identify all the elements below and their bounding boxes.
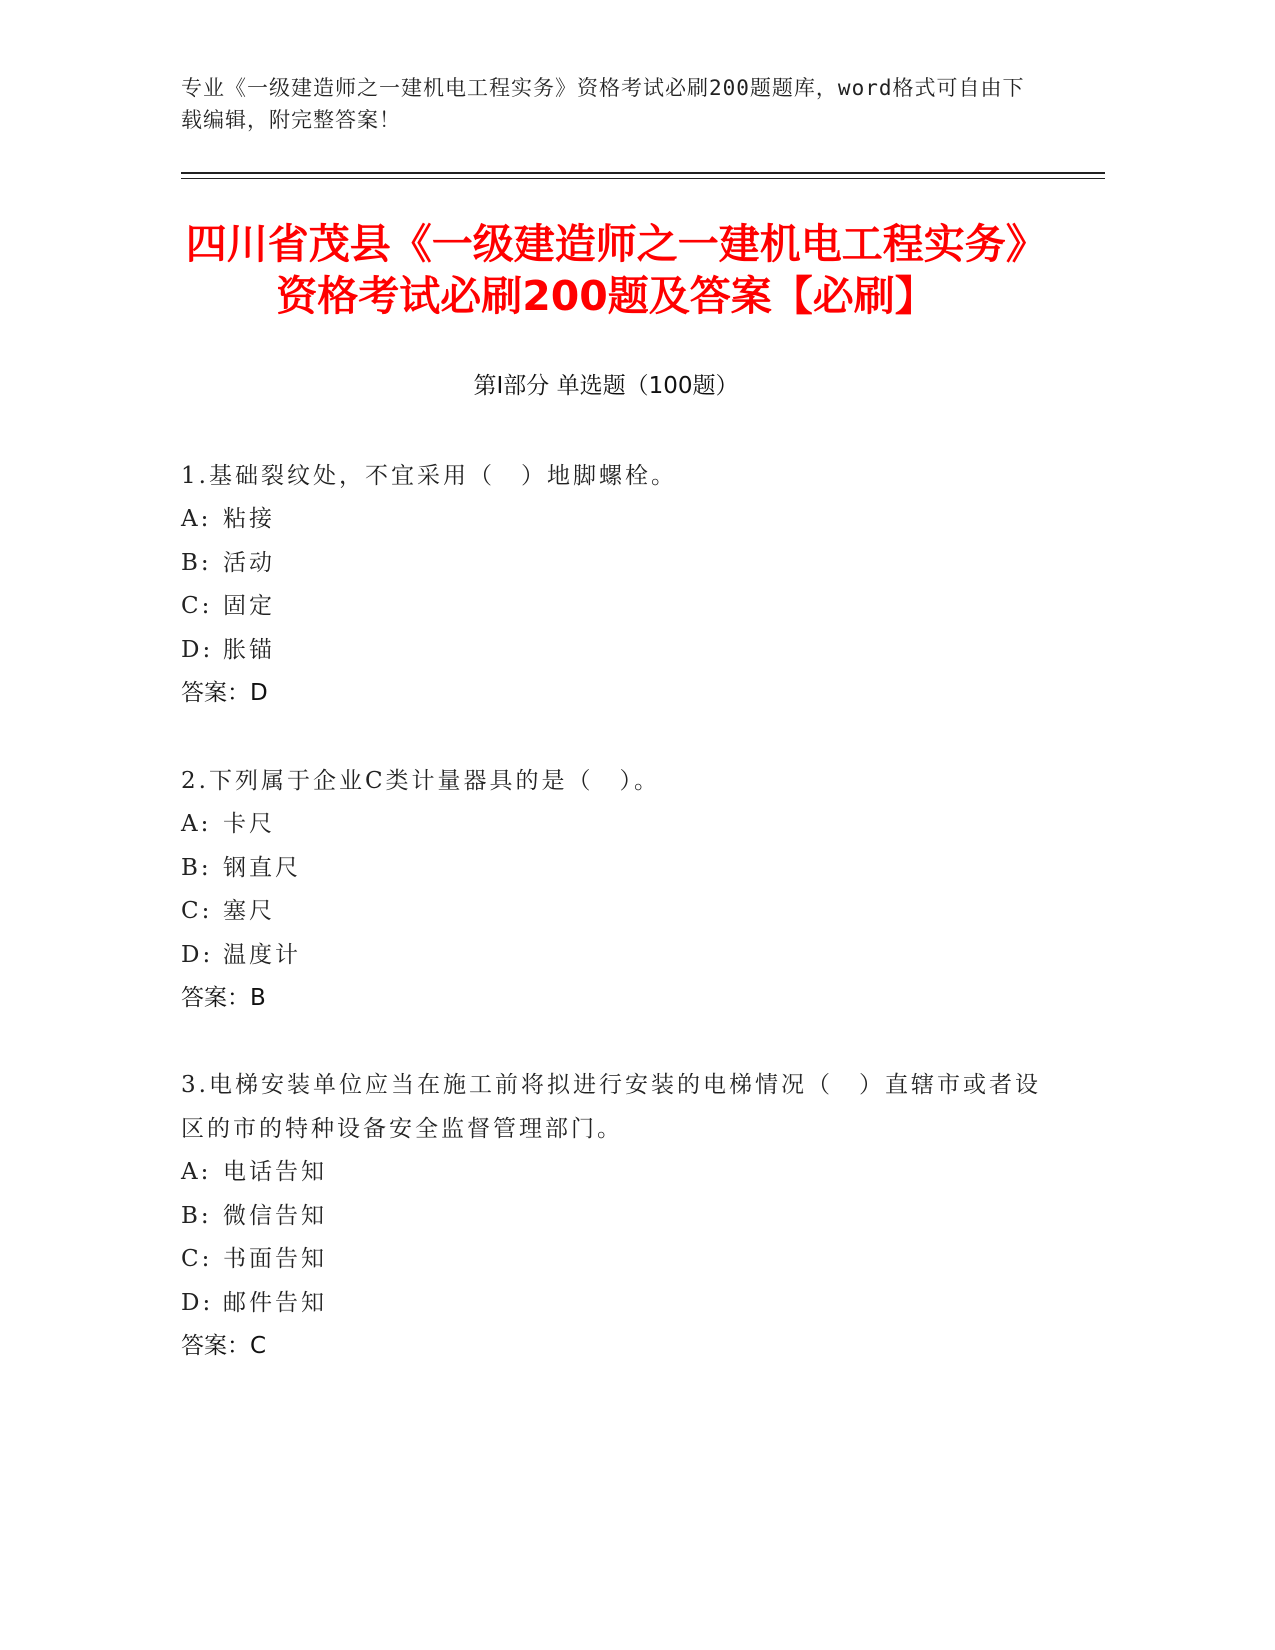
- option-text: 胀锚: [223, 636, 275, 663]
- option-text: 固定: [223, 593, 275, 619]
- option-letter: D:: [181, 636, 214, 663]
- option-letter: B:: [181, 549, 212, 576]
- question-2: [181, 759, 1041, 1021]
- option-c: [181, 1238, 1041, 1282]
- document-title: 四川省茂县《一级建造师之一建机电工程实务》资格考试必刷200题及答案【必刷】: [185, 220, 1027, 320]
- option-letter: A:: [181, 1159, 212, 1185]
- option-text: 微信告知: [223, 1202, 327, 1229]
- option-letter: D:: [181, 941, 214, 968]
- option-letter: C:: [181, 898, 213, 924]
- option-letter: B:: [181, 1202, 212, 1229]
- option-text: 电话告知: [223, 1159, 327, 1185]
- option-letter: B:: [181, 854, 212, 881]
- option-a: [181, 1151, 1041, 1195]
- option-text: 温度计: [223, 941, 301, 968]
- answer: 答案：B: [181, 985, 266, 1011]
- header-divider-thick: [181, 172, 1105, 174]
- document-intro: 专业《一级建造师之一建机电工程实务》资格考试必刷200题题库，word格式可自由下载编辑，附完整答案！: [181, 76, 1025, 132]
- option-b: [181, 1195, 1041, 1239]
- option-d: [181, 629, 1041, 673]
- question-stem: 3.电梯安装单位应当在施工前将拟进行安装的电梯情况（ ）直辖市或者设区的市的特种设备安全监督管理部门。: [181, 1072, 1041, 1142]
- option-a: [181, 498, 1041, 542]
- option-letter: C:: [181, 1246, 213, 1272]
- header-divider-thin: [181, 178, 1105, 179]
- option-letter: A:: [181, 506, 212, 532]
- question-3: [181, 1063, 1041, 1369]
- option-letter: D:: [181, 1289, 214, 1316]
- question-stem: 2.下列属于企业C类计量器具的是（ ）。: [181, 768, 661, 794]
- option-d: [181, 934, 1041, 978]
- option-text: 钢直尺: [223, 854, 301, 881]
- answer: 答案：C: [181, 1333, 267, 1359]
- option-d: [181, 1282, 1041, 1326]
- answer: 答案：D: [181, 680, 268, 706]
- option-text: 活动: [223, 549, 275, 576]
- option-b: [181, 542, 1041, 586]
- option-text: 粘接: [223, 506, 275, 532]
- option-letter: C:: [181, 593, 213, 619]
- section-heading: 第I部分 单选题（100题）: [473, 373, 739, 399]
- option-text: 书面告知: [223, 1246, 327, 1272]
- option-text: 塞尺: [223, 898, 275, 924]
- question-stem: 1.基础裂纹处，不宜采用（ ）地脚螺栓。: [181, 463, 677, 489]
- option-a: [181, 803, 1041, 847]
- option-c: [181, 890, 1041, 934]
- option-text: 邮件告知: [223, 1289, 327, 1316]
- option-text: 卡尺: [223, 811, 275, 837]
- option-b: [181, 847, 1041, 891]
- option-letter: A:: [181, 811, 212, 837]
- option-c: [181, 585, 1041, 629]
- question-1: [181, 454, 1041, 716]
